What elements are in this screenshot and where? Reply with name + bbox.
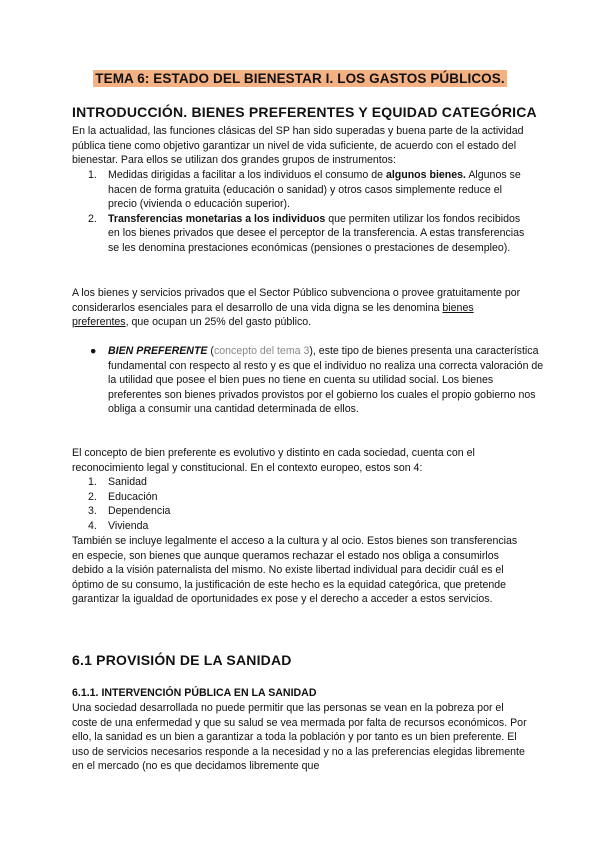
list-item [72, 519, 528, 534]
list-number: 2. [88, 490, 97, 503]
sanidad-paragraph: Una sociedad desarrollada no puede permitir que las personas se vean en la pobreza por el coste de una enfermedad y que su salud se vea mermada por falta de recursos económicos. Por ello, la sanidad es un bien a garantizar a toda la población y por tanto es un bien preferente. El uso de servicios necesarios responde a la necesidad y no a las preferencias elegidas libremente en el mercado (no es que decidamos libremente que [72, 702, 527, 773]
bullet-text: este tipo de bienes presenta una característica fundamental con respecto al resto y es que el individuo no realiza una correcta valoración de la utilidad que posee el bien pues no tiene en cuenta su utilidad social. Los bienes preferentes son bienes privados provistos por el gobierno los cuales el propio gobierno nos obliga a consumir una cantidad determinada de ellos. [108, 345, 544, 416]
list-number: 2. [88, 212, 97, 225]
instrument-bold: algunos bienes. [385, 169, 466, 181]
instrument-text-post: que permiten utilizar los fondos recibidos en los bienes privados que desee el perceptor de la transferencia. A estas transferencias se les denomina prestaciones económicas (pensiones o prestaciones de desempleo). [108, 212, 525, 254]
list-item [72, 490, 528, 505]
list-number: 1. [88, 169, 97, 181]
bullet-bold-term: BIEN PREFERENTE [108, 345, 208, 357]
instrument-list [72, 168, 528, 256]
list-number: 3. [88, 505, 97, 518]
list-item [72, 504, 528, 519]
sanidad-subheading: 6.1.1. INTERVENCIÓN PÚBLICA EN LA SANIDAD [72, 687, 317, 699]
list-label: Vivienda [108, 519, 149, 532]
intro-heading: INTRODUCCIÓN. BIENES PREFERENTES Y EQUIDAD CATEGÓRICA [72, 104, 537, 120]
bullet-paren: ), [309, 345, 316, 357]
list-item [72, 475, 528, 490]
bienes-list [72, 475, 528, 533]
concepto-paragraph: El concepto de bien preferente es evolutivo y distinto en cada sociedad, cuenta con el reconocimiento legal y constitucional. En el contexto europeo, estos son 4: [72, 447, 475, 474]
sanidad-heading: 6.1 PROVISIÓN DE LA SANIDAD [72, 652, 292, 668]
title-block [0, 70, 600, 88]
list-label: Sanidad [108, 476, 147, 488]
instrument-text-pre: Medidas dirigidas a facilitar a los individuos el consumo de [108, 169, 386, 181]
bien-preferente-bullet [88, 344, 548, 417]
instrument-bold: Transferencias monetarias a los individuos [108, 212, 326, 225]
preferentes-text-pre: A los bienes y servicios privados que el Sector Público subvenciona o provee gratuitamente por considerarlos esenciales para el desarrollo de una vida digna se les denomina [72, 287, 521, 314]
list-label: Dependencia [108, 505, 171, 518]
list-number: 4. [88, 519, 97, 532]
list-number: 1. [88, 476, 97, 488]
intro-paragraph: En la actualidad, las funciones clásicas del SP han sido superadas y buena parte de la actividad pública tiene como objetivo garantizar un nivel de vida suficiente, de acuerdo con el estado del bienestar. Para ellos se utilizan dos grandes grupos de instrumentos: [72, 125, 524, 167]
instrument-item-2 [72, 212, 528, 256]
instrument-text-post: Algunos se hacen de forma gratuita (educación o sanidad) y otros casos simplemente reduce el precio (vivienda o educación superior). [108, 169, 521, 211]
instrument-item-1 [72, 168, 528, 212]
bullet-paren: ( [207, 345, 214, 357]
preferentes-paragraph [72, 286, 528, 330]
bullet-note: concepto del tema 3 [213, 345, 310, 357]
bienes-preferentes-link: bienes preferentes [72, 301, 474, 329]
tambien-paragraph: También se incluye legalmente el acceso a la cultura y al ocio. Estos bienes son transferencias en especie, son bienes que aunque queramos rechazar el estado nos obliga a consumirlos debido a la visión paternalista del mismo. No existe libertad individual para decidir cuál es el óptimo de su consumo, la justificación de este hecho es la equidad categórica, que pretende garantizar la igualdad de oportunidades ex pose y el derecho a acceder a estos servicios. [72, 535, 518, 606]
list-label: Educación [108, 490, 158, 503]
preferentes-text-post: , que ocupan un 25% del gasto público. [125, 316, 312, 329]
bullet-icon: ● [90, 345, 97, 357]
page-title: TEMA 6: ESTADO DEL BIENESTAR I. LOS GASTOS PÚBLICOS. [95, 71, 505, 86]
